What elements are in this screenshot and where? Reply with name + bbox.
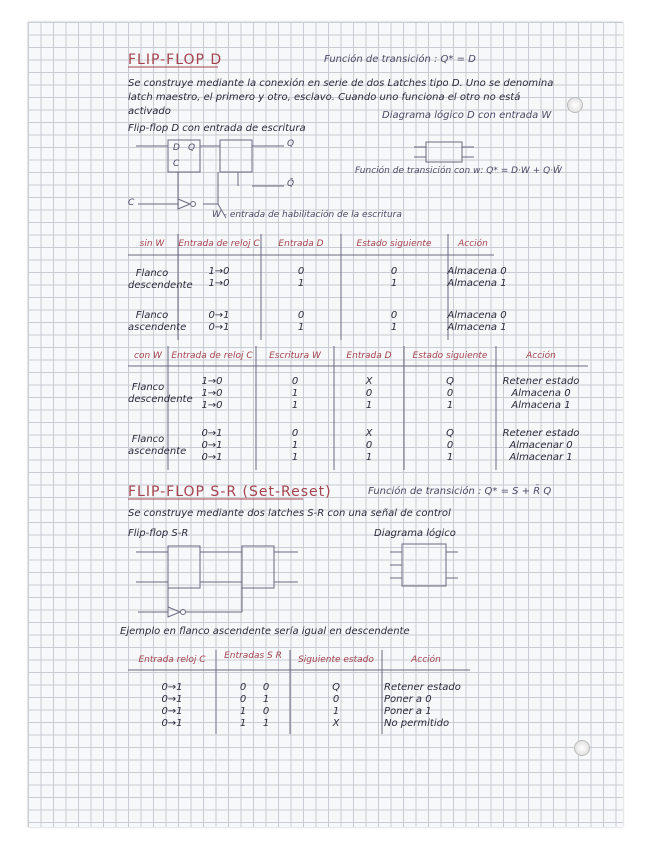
t1-r1-accion: Almacena 0 — [447, 266, 507, 277]
t1-r2-d: 1 — [297, 322, 305, 333]
description-line-3: activado — [128, 106, 171, 117]
t2-r1-w: 0 — [291, 376, 299, 387]
t3-r: 0 — [262, 682, 270, 693]
clock-diagram-title: Flip-flop D con entrada de escritura — [128, 123, 306, 134]
t2-header-conw: con W — [134, 351, 162, 361]
t2-r2-d: 0 — [365, 440, 373, 451]
t3-reloj: 0→1 — [161, 682, 183, 693]
t1-r2-accion: Almacena 0 — [447, 310, 507, 321]
t2-r2-reloj: 0→1 — [201, 440, 223, 451]
t2-r2-w: 1 — [291, 452, 299, 463]
t2-r1-w: 1 — [291, 400, 299, 411]
t1-row2-label: Flanco ascendente — [128, 310, 187, 333]
sr-flipflop-subtitle: Flip-flop S-R — [128, 528, 189, 539]
t2-row2-label: Flanco ascendente — [128, 434, 187, 457]
t2-r1-sig: 0 — [446, 388, 454, 399]
t1-r1-reloj: 1→0 — [208, 278, 230, 289]
t2-r1-reloj: 1→0 — [201, 388, 223, 399]
t3-sig: 1 — [332, 706, 340, 717]
t3-sig: X — [332, 718, 340, 729]
t2-header-siguiente: Estado siguiente — [412, 351, 488, 361]
t3-reloj: 0→1 — [161, 694, 183, 705]
t1-r2-sig: 0 — [390, 310, 398, 321]
t2-r1-w: 1 — [291, 388, 299, 399]
t2-r1-d: 0 — [365, 388, 373, 399]
t1-r2-sig: 1 — [390, 322, 398, 333]
t2-r2-reloj: 0→1 — [201, 428, 223, 439]
t2-r1-reloj: 1→0 — [201, 400, 223, 411]
t2-r2-w: 0 — [291, 428, 299, 439]
t3-sig: Q — [332, 682, 340, 693]
notebook-page — [28, 22, 623, 827]
t2-header-accion: Acción — [526, 351, 556, 361]
flipflop-sr-title: FLIP-FLOP S-R (Set-Reset) — [128, 484, 332, 500]
t2-row1-label: Flanco descendente — [128, 382, 193, 405]
t1-r2-reloj: 0→1 — [208, 310, 230, 321]
t2-r2-accion: Retener estado — [502, 428, 580, 439]
t1-r1-sig: 0 — [390, 266, 398, 277]
t1-r1-d: 1 — [297, 278, 305, 289]
t2-r1-accion: Almacena 0 — [511, 388, 571, 399]
t3-header-reloj: Entrada reloj C — [138, 655, 206, 665]
logic-diagram-d-title: Diagrama lógico D con entrada W — [382, 110, 552, 121]
t3-s: 1 — [239, 706, 247, 717]
latch-c-label: C — [173, 159, 180, 169]
sr-logic-subtitle: Diagrama lógico — [374, 528, 456, 539]
t1-r2-reloj: 0→1 — [208, 322, 230, 333]
t2-header-d: Entrada D — [346, 351, 392, 361]
t3-s: 0 — [239, 682, 247, 693]
w-enable-note: W - entrada de habilitación de la escritura — [212, 210, 402, 220]
t2-r2-d: 1 — [365, 452, 373, 463]
t1-header-sinw: sin W — [139, 239, 165, 249]
t1-r2-d: 0 — [297, 310, 305, 321]
t3-accion: Retener estado — [384, 682, 461, 693]
t3-r: 1 — [262, 694, 270, 705]
t3-sig: 0 — [332, 694, 340, 705]
t2-r1-d: 1 — [365, 400, 373, 411]
sr-example-note: Ejemplo en flanco ascendente sería igual en descendente — [120, 626, 410, 637]
t2-r1-sig: Q — [446, 376, 454, 387]
t3-s: 0 — [239, 694, 247, 705]
t2-r2-d: X — [365, 428, 373, 439]
output-qbar-label: Q̄ — [287, 179, 295, 189]
transition-function-d: Función de transición : Q* = D — [324, 54, 476, 65]
description-line-2: latch maestro, el primero y otro, esclavo. Cuando uno funciona el otro no está — [128, 92, 521, 103]
t3-header-accion: Acción — [411, 655, 441, 665]
t3-r: 0 — [262, 706, 270, 717]
input-c-label: C — [128, 198, 135, 208]
t3-accion: No permitido — [384, 718, 450, 729]
t3-accion: Poner a 1 — [384, 706, 432, 717]
transition-function-sr: Función de transición : Q* = S + R̄ Q — [368, 486, 552, 497]
t2-r2-sig: 0 — [446, 440, 454, 451]
latch-d-label: D — [173, 143, 180, 153]
t1-r1-sig: 1 — [390, 278, 398, 289]
t2-header-reloj: Entrada de reloj C — [171, 351, 253, 361]
t2-r1-accion: Almacena 1 — [511, 400, 571, 411]
t1-header-accion: Acción — [458, 239, 488, 249]
t1-r1-d: 0 — [297, 266, 305, 277]
t2-r1-d: X — [365, 376, 373, 387]
t2-r2-sig: Q — [446, 428, 454, 439]
t2-r1-sig: 1 — [446, 400, 454, 411]
description-line-1: Se construye mediante la conexión en serie de dos Latches tipo D. Uno se denomina — [128, 78, 554, 89]
t3-reloj: 0→1 — [161, 718, 183, 729]
t2-r2-reloj: 0→1 — [201, 452, 223, 463]
t3-reloj: 0→1 — [161, 706, 183, 717]
t3-header-sr: Entradas S R — [224, 651, 282, 661]
t1-r2-accion: Almacena 1 — [447, 322, 507, 333]
t3-r: 1 — [262, 718, 270, 729]
t2-r2-sig: 1 — [446, 452, 454, 463]
transition-function-w: Función de transición con w: Q* = D·W + Q·W̄ — [355, 166, 562, 176]
t1-r1-reloj: 1→0 — [208, 266, 230, 277]
t2-r2-accion: Almacenar 0 — [509, 440, 573, 451]
t1-header-siguiente: Estado siguiente — [356, 239, 432, 249]
t3-accion: Poner a 0 — [384, 694, 432, 705]
t2-r2-w: 1 — [291, 440, 299, 451]
t3-header-siguiente: Siguiente estado — [298, 655, 374, 665]
t1-header-d: Entrada D — [278, 239, 324, 249]
t1-row1-label: Flanco descendente — [128, 268, 193, 291]
t3-s: 1 — [239, 718, 247, 729]
sr-description: Se construye mediante dos latches S-R con una señal de control — [128, 508, 451, 519]
flipflop-d-title: FLIP-FLOP D — [128, 52, 223, 68]
t2-header-w: Escritura W — [269, 351, 321, 361]
t1-r1-accion: Almacena 1 — [447, 278, 507, 289]
t1-header-reloj: Entrada de reloj C — [178, 239, 260, 249]
t2-r1-reloj: 1→0 — [201, 376, 223, 387]
output-q-label: Q — [287, 139, 295, 149]
latch-q-label: Q — [188, 143, 196, 153]
t2-r2-accion: Almacenar 1 — [509, 452, 573, 463]
t2-r1-accion: Retener estado — [502, 376, 580, 387]
